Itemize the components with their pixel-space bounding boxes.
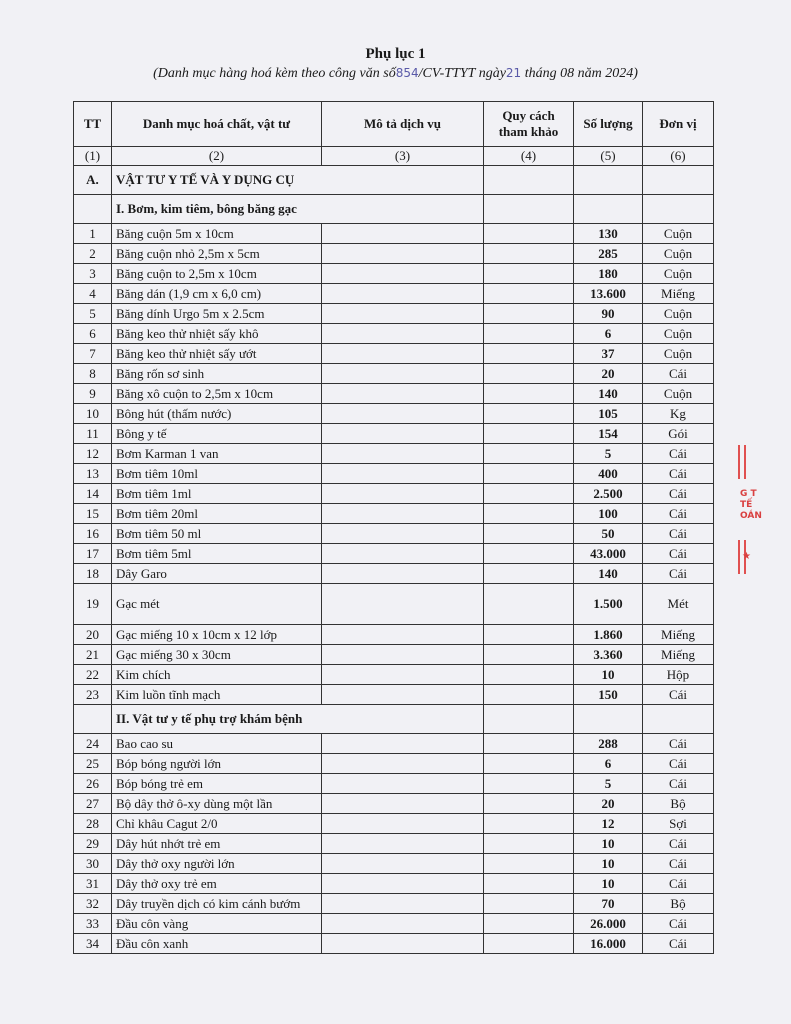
row-spec bbox=[484, 224, 574, 244]
row-spec bbox=[484, 464, 574, 484]
row-unit: Cuộn bbox=[643, 264, 714, 284]
empty-cell bbox=[574, 166, 643, 195]
row-quantity: 90 bbox=[574, 304, 643, 324]
row-item-name: Băng rốn sơ sinh bbox=[112, 364, 322, 384]
table-row bbox=[74, 544, 714, 564]
empty-cell bbox=[574, 705, 643, 734]
row-unit: Miếng bbox=[643, 645, 714, 665]
row-description bbox=[322, 754, 484, 774]
table-header-row bbox=[74, 102, 714, 147]
row-description bbox=[322, 364, 484, 384]
row-unit: Cuộn bbox=[643, 384, 714, 404]
section-tt: A. bbox=[74, 166, 112, 195]
row-tt: 4 bbox=[74, 284, 112, 304]
row-quantity: 140 bbox=[574, 384, 643, 404]
row-item-name: Đầu côn vàng bbox=[112, 914, 322, 934]
table-row bbox=[74, 685, 714, 705]
column-number: (4) bbox=[484, 147, 574, 166]
table-row bbox=[74, 774, 714, 794]
row-item-name: Băng dán (1,9 cm x 6,0 cm) bbox=[112, 284, 322, 304]
row-spec bbox=[484, 894, 574, 914]
table-row bbox=[74, 344, 714, 364]
empty-cell bbox=[74, 705, 112, 734]
row-spec bbox=[484, 424, 574, 444]
row-spec bbox=[484, 874, 574, 894]
row-unit: Hộp bbox=[643, 665, 714, 685]
appendix-title: Phụ lục 1 bbox=[365, 46, 426, 62]
row-item-name: Bông hút (thấm nước) bbox=[112, 404, 322, 424]
table-row bbox=[74, 444, 714, 464]
row-item-name: Kim luồn tĩnh mạch bbox=[112, 685, 322, 705]
row-unit: Cái bbox=[643, 734, 714, 754]
row-tt: 26 bbox=[74, 774, 112, 794]
row-spec bbox=[484, 364, 574, 384]
group-name: II. Vật tư y tế phụ trợ khám bệnh bbox=[112, 705, 484, 734]
row-unit: Miếng bbox=[643, 284, 714, 304]
row-unit: Sợi bbox=[643, 814, 714, 834]
row-spec bbox=[484, 734, 574, 754]
table-row bbox=[74, 244, 714, 264]
row-unit: Cuộn bbox=[643, 324, 714, 344]
row-unit: Cái bbox=[643, 524, 714, 544]
star-icon: ★ bbox=[742, 551, 751, 562]
table-row bbox=[74, 364, 714, 384]
row-item-name: Băng dính Urgo 5m x 2.5cm bbox=[112, 304, 322, 324]
row-tt: 7 bbox=[74, 344, 112, 364]
table-row bbox=[74, 934, 714, 954]
row-description bbox=[322, 914, 484, 934]
row-item-name: Dây truyền dịch có kim cánh bướm bbox=[112, 894, 322, 914]
row-unit: Cuộn bbox=[643, 224, 714, 244]
table-row bbox=[74, 464, 714, 484]
row-item-name: Bông y tế bbox=[112, 424, 322, 444]
row-unit: Cái bbox=[643, 934, 714, 954]
row-spec bbox=[484, 625, 574, 645]
row-item-name: Bơm tiêm 5ml bbox=[112, 544, 322, 564]
red-stamp bbox=[736, 445, 766, 575]
row-quantity: 5 bbox=[574, 444, 643, 464]
row-spec bbox=[484, 754, 574, 774]
row-description bbox=[322, 854, 484, 874]
handwritten-day: 21 bbox=[505, 66, 522, 80]
row-description bbox=[322, 934, 484, 954]
row-description bbox=[322, 734, 484, 754]
row-spec bbox=[484, 444, 574, 464]
table-row bbox=[74, 264, 714, 284]
row-quantity: 12 bbox=[574, 814, 643, 834]
row-quantity: 1.500 bbox=[574, 584, 643, 625]
row-item-name: Băng keo thử nhiệt sấy ướt bbox=[112, 344, 322, 364]
row-description bbox=[322, 504, 484, 524]
row-spec bbox=[484, 544, 574, 564]
stamp-text bbox=[740, 489, 762, 522]
row-unit: Cuộn bbox=[643, 344, 714, 364]
table-row bbox=[74, 914, 714, 934]
table-row bbox=[74, 665, 714, 685]
column-number: (3) bbox=[322, 147, 484, 166]
table-row bbox=[74, 424, 714, 444]
row-item-name: Dây Garo bbox=[112, 564, 322, 584]
section-row bbox=[74, 166, 714, 195]
row-tt: 29 bbox=[74, 834, 112, 854]
row-tt: 10 bbox=[74, 404, 112, 424]
row-quantity: 20 bbox=[574, 794, 643, 814]
stamp-line: OÁN bbox=[740, 511, 762, 521]
column-number: (2) bbox=[112, 147, 322, 166]
empty-cell bbox=[484, 166, 574, 195]
row-item-name: Gạc mét bbox=[112, 584, 322, 625]
row-tt: 21 bbox=[74, 645, 112, 665]
row-unit: Miếng bbox=[643, 625, 714, 645]
row-unit: Cái bbox=[643, 444, 714, 464]
row-spec bbox=[484, 524, 574, 544]
row-description bbox=[322, 685, 484, 705]
row-item-name: Gạc miếng 30 x 30cm bbox=[112, 645, 322, 665]
row-unit: Kg bbox=[643, 404, 714, 424]
group-row bbox=[74, 705, 714, 734]
row-item-name: Bơm tiêm 50 ml bbox=[112, 524, 322, 544]
row-tt: 5 bbox=[74, 304, 112, 324]
subtitle-suffix: tháng 08 năm 2024) bbox=[521, 66, 638, 81]
row-description bbox=[322, 814, 484, 834]
table-row bbox=[74, 504, 714, 524]
column-number: (5) bbox=[574, 147, 643, 166]
row-item-name: Bơm Karman 1 van bbox=[112, 444, 322, 464]
table-row bbox=[74, 625, 714, 645]
row-item-name: Bóp bóng trẻ em bbox=[112, 774, 322, 794]
row-item-name: Băng cuộn 5m x 10cm bbox=[112, 224, 322, 244]
table-row bbox=[74, 814, 714, 834]
row-unit: Cái bbox=[643, 564, 714, 584]
row-quantity: 10 bbox=[574, 834, 643, 854]
row-description bbox=[322, 894, 484, 914]
row-quantity: 150 bbox=[574, 685, 643, 705]
row-unit: Gói bbox=[643, 424, 714, 444]
table-row bbox=[74, 284, 714, 304]
row-quantity: 6 bbox=[574, 324, 643, 344]
group-name: I. Bơm, kim tiêm, bông băng gạc bbox=[112, 195, 484, 224]
row-tt: 19 bbox=[74, 584, 112, 625]
header-spec: Quy cách tham khảo bbox=[484, 102, 574, 147]
row-spec bbox=[484, 484, 574, 504]
row-quantity: 6 bbox=[574, 754, 643, 774]
row-description bbox=[322, 284, 484, 304]
table-row bbox=[74, 834, 714, 854]
header-item: Danh mục hoá chất, vật tư bbox=[112, 102, 322, 147]
row-tt: 25 bbox=[74, 754, 112, 774]
row-tt: 31 bbox=[74, 874, 112, 894]
table-row bbox=[74, 754, 714, 774]
table-row bbox=[74, 224, 714, 244]
row-item-name: Bơm tiêm 1ml bbox=[112, 484, 322, 504]
empty-cell bbox=[574, 195, 643, 224]
table-row bbox=[74, 404, 714, 424]
row-quantity: 10 bbox=[574, 665, 643, 685]
row-unit: Bộ bbox=[643, 894, 714, 914]
row-description bbox=[322, 444, 484, 464]
row-quantity: 400 bbox=[574, 464, 643, 484]
row-item-name: Băng xô cuộn to 2,5m x 10cm bbox=[112, 384, 322, 404]
row-unit: Cuộn bbox=[643, 244, 714, 264]
table-row bbox=[74, 854, 714, 874]
row-item-name: Bóp bóng người lớn bbox=[112, 754, 322, 774]
row-quantity: 288 bbox=[574, 734, 643, 754]
row-spec bbox=[484, 774, 574, 794]
row-spec bbox=[484, 264, 574, 284]
row-tt: 17 bbox=[74, 544, 112, 564]
row-spec bbox=[484, 564, 574, 584]
row-spec bbox=[484, 344, 574, 364]
row-unit: Cái bbox=[643, 364, 714, 384]
empty-cell bbox=[643, 705, 714, 734]
appendix-subtitle bbox=[0, 66, 791, 82]
row-description bbox=[322, 344, 484, 364]
row-spec bbox=[484, 584, 574, 625]
row-tt: 28 bbox=[74, 814, 112, 834]
row-quantity: 140 bbox=[574, 564, 643, 584]
row-quantity: 5 bbox=[574, 774, 643, 794]
row-quantity: 154 bbox=[574, 424, 643, 444]
row-unit: Cái bbox=[643, 834, 714, 854]
row-unit: Cái bbox=[643, 484, 714, 504]
row-description bbox=[322, 584, 484, 625]
row-item-name: Băng cuộn to 2,5m x 10cm bbox=[112, 264, 322, 284]
row-tt: 24 bbox=[74, 734, 112, 754]
row-description bbox=[322, 424, 484, 444]
row-description bbox=[322, 874, 484, 894]
row-description bbox=[322, 665, 484, 685]
row-spec bbox=[484, 854, 574, 874]
row-unit: Cái bbox=[643, 914, 714, 934]
row-tt: 34 bbox=[74, 934, 112, 954]
subtitle-prefix: (Danh mục hàng hoá kèm theo công văn số bbox=[153, 66, 396, 81]
row-tt: 9 bbox=[74, 384, 112, 404]
column-number: (1) bbox=[74, 147, 112, 166]
row-spec bbox=[484, 834, 574, 854]
header-description: Mô tả dịch vụ bbox=[322, 102, 484, 147]
row-quantity: 43.000 bbox=[574, 544, 643, 564]
row-quantity: 10 bbox=[574, 874, 643, 894]
row-spec bbox=[484, 934, 574, 954]
empty-cell bbox=[74, 195, 112, 224]
row-tt: 30 bbox=[74, 854, 112, 874]
row-item-name: Dây thở oxy trẻ em bbox=[112, 874, 322, 894]
row-item-name: Kim chích bbox=[112, 665, 322, 685]
row-tt: 18 bbox=[74, 564, 112, 584]
row-quantity: 20 bbox=[574, 364, 643, 384]
row-tt: 1 bbox=[74, 224, 112, 244]
row-item-name: Bộ dây thở ô-xy dùng một lần bbox=[112, 794, 322, 814]
row-description bbox=[322, 324, 484, 344]
row-description bbox=[322, 524, 484, 544]
header-tt: TT bbox=[74, 102, 112, 147]
row-spec bbox=[484, 404, 574, 424]
row-quantity: 2.500 bbox=[574, 484, 643, 504]
row-quantity: 105 bbox=[574, 404, 643, 424]
row-spec bbox=[484, 685, 574, 705]
row-description bbox=[322, 774, 484, 794]
row-spec bbox=[484, 284, 574, 304]
empty-cell bbox=[643, 166, 714, 195]
row-tt: 3 bbox=[74, 264, 112, 284]
row-tt: 13 bbox=[74, 464, 112, 484]
row-unit: Cái bbox=[643, 774, 714, 794]
row-quantity: 100 bbox=[574, 504, 643, 524]
header-unit: Đơn vị bbox=[643, 102, 714, 147]
table-row bbox=[74, 384, 714, 404]
row-description bbox=[322, 264, 484, 284]
row-quantity: 50 bbox=[574, 524, 643, 544]
row-tt: 15 bbox=[74, 504, 112, 524]
row-spec bbox=[484, 384, 574, 404]
subtitle-mid: /CV-TTYT ngày bbox=[418, 66, 506, 81]
row-tt: 33 bbox=[74, 914, 112, 934]
row-tt: 14 bbox=[74, 484, 112, 504]
row-item-name: Dây thở oxy người lớn bbox=[112, 854, 322, 874]
row-description bbox=[322, 224, 484, 244]
row-description bbox=[322, 645, 484, 665]
row-description bbox=[322, 564, 484, 584]
goods-table bbox=[73, 101, 714, 954]
row-description bbox=[322, 404, 484, 424]
row-spec bbox=[484, 324, 574, 344]
table-row bbox=[74, 304, 714, 324]
stamp-line: G T bbox=[740, 489, 757, 499]
section-name: VẬT TƯ Y TẾ VÀ Y DỤNG CỤ bbox=[112, 166, 484, 195]
row-quantity: 180 bbox=[574, 264, 643, 284]
row-spec bbox=[484, 304, 574, 324]
handwritten-doc-number: 854 bbox=[395, 66, 419, 80]
row-item-name: Gạc miếng 10 x 10cm x 12 lớp bbox=[112, 625, 322, 645]
row-spec bbox=[484, 504, 574, 524]
group-row bbox=[74, 195, 714, 224]
row-description bbox=[322, 484, 484, 504]
row-quantity: 13.600 bbox=[574, 284, 643, 304]
row-unit: Cái bbox=[643, 854, 714, 874]
row-item-name: Đầu côn xanh bbox=[112, 934, 322, 954]
row-unit: Cái bbox=[643, 685, 714, 705]
row-unit: Cái bbox=[643, 504, 714, 524]
row-item-name: Băng keo thử nhiệt sấy khô bbox=[112, 324, 322, 344]
row-tt: 20 bbox=[74, 625, 112, 645]
row-tt: 11 bbox=[74, 424, 112, 444]
row-description bbox=[322, 304, 484, 324]
row-tt: 22 bbox=[74, 665, 112, 685]
stamp-line: TẾ bbox=[740, 500, 753, 510]
row-quantity: 3.360 bbox=[574, 645, 643, 665]
row-tt: 23 bbox=[74, 685, 112, 705]
row-tt: 2 bbox=[74, 244, 112, 264]
row-description bbox=[322, 834, 484, 854]
row-tt: 16 bbox=[74, 524, 112, 544]
row-item-name: Bao cao su bbox=[112, 734, 322, 754]
table-row bbox=[74, 524, 714, 544]
row-unit: Cuộn bbox=[643, 304, 714, 324]
row-unit: Cái bbox=[643, 874, 714, 894]
row-unit: Bộ bbox=[643, 794, 714, 814]
row-description bbox=[322, 544, 484, 564]
row-description bbox=[322, 244, 484, 264]
row-tt: 6 bbox=[74, 324, 112, 344]
row-item-name: Dây hút nhớt trẻ em bbox=[112, 834, 322, 854]
row-quantity: 1.860 bbox=[574, 625, 643, 645]
row-item-name: Chỉ khâu Cagut 2/0 bbox=[112, 814, 322, 834]
column-number: (6) bbox=[643, 147, 714, 166]
table-row bbox=[74, 584, 714, 625]
row-spec bbox=[484, 914, 574, 934]
row-description bbox=[322, 384, 484, 404]
row-unit: Cái bbox=[643, 544, 714, 564]
table-row bbox=[74, 894, 714, 914]
table-row bbox=[74, 794, 714, 814]
row-spec bbox=[484, 244, 574, 264]
row-spec bbox=[484, 645, 574, 665]
row-description bbox=[322, 464, 484, 484]
row-unit: Cái bbox=[643, 754, 714, 774]
row-quantity: 37 bbox=[574, 344, 643, 364]
row-description bbox=[322, 794, 484, 814]
header-quantity: Số lượng bbox=[574, 102, 643, 147]
row-item-name: Bơm tiêm 20ml bbox=[112, 504, 322, 524]
row-quantity: 70 bbox=[574, 894, 643, 914]
row-quantity: 16.000 bbox=[574, 934, 643, 954]
table-row bbox=[74, 484, 714, 504]
row-unit: Mét bbox=[643, 584, 714, 625]
column-number-row bbox=[74, 147, 714, 166]
row-quantity: 285 bbox=[574, 244, 643, 264]
row-tt: 8 bbox=[74, 364, 112, 384]
row-tt: 32 bbox=[74, 894, 112, 914]
row-quantity: 10 bbox=[574, 854, 643, 874]
empty-cell bbox=[484, 705, 574, 734]
stamp-edge bbox=[738, 445, 746, 479]
table-row bbox=[74, 324, 714, 344]
row-unit: Cái bbox=[643, 464, 714, 484]
row-item-name: Bơm tiêm 10ml bbox=[112, 464, 322, 484]
row-tt: 27 bbox=[74, 794, 112, 814]
table-row bbox=[74, 564, 714, 584]
empty-cell bbox=[484, 195, 574, 224]
table-row bbox=[74, 734, 714, 754]
empty-cell bbox=[643, 195, 714, 224]
row-item-name: Băng cuộn nhỏ 2,5m x 5cm bbox=[112, 244, 322, 264]
row-quantity: 130 bbox=[574, 224, 643, 244]
row-spec bbox=[484, 665, 574, 685]
table-row bbox=[74, 874, 714, 894]
row-description bbox=[322, 625, 484, 645]
row-spec bbox=[484, 794, 574, 814]
row-tt: 12 bbox=[74, 444, 112, 464]
row-spec bbox=[484, 814, 574, 834]
table-row bbox=[74, 645, 714, 665]
row-quantity: 26.000 bbox=[574, 914, 643, 934]
